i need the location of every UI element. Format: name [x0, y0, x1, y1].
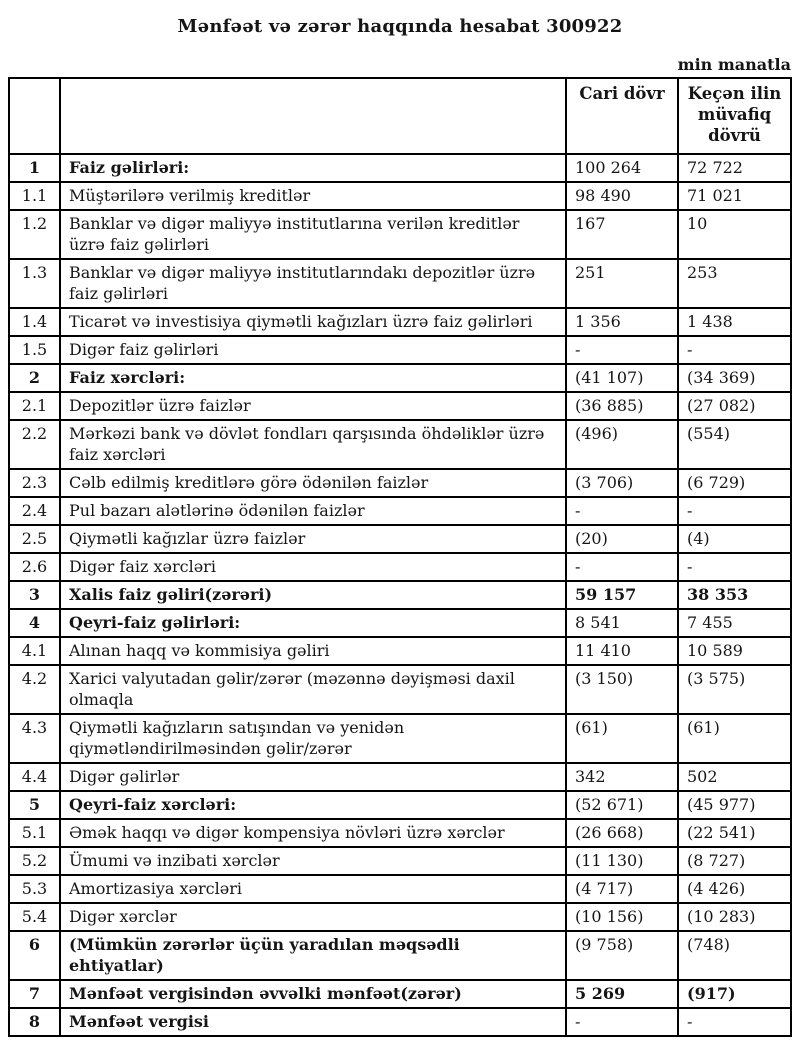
- row-previous-value: -: [678, 336, 791, 364]
- row-label: Xarici valyutadan gəlir/zərər (məzənnə dəyişməsi daxil olmaqla: [60, 665, 566, 714]
- table-row: [9, 259, 791, 308]
- table-row: [9, 420, 791, 469]
- row-number: 8: [9, 1008, 60, 1036]
- row-number: 2.4: [9, 497, 60, 525]
- row-number: 1.4: [9, 308, 60, 336]
- table-row: [9, 931, 791, 980]
- row-number: 5.3: [9, 875, 60, 903]
- row-number: 4.3: [9, 714, 60, 763]
- row-number: 2.5: [9, 525, 60, 553]
- row-current-value: 11 410: [566, 637, 678, 665]
- row-number: 2.6: [9, 553, 60, 581]
- row-label: Digər faiz xərcləri: [60, 553, 566, 581]
- table-row: [9, 308, 791, 336]
- table-row: [9, 497, 791, 525]
- row-current-value: (61): [566, 714, 678, 763]
- row-previous-value: (45 977): [678, 791, 791, 819]
- row-label: Cəlb edilmiş kreditlərə görə ödənilən faizlər: [60, 469, 566, 497]
- report-table-body: [9, 154, 791, 1036]
- table-row: [9, 364, 791, 392]
- table-row: [9, 182, 791, 210]
- row-label: Mənfəət vergisi: [60, 1008, 566, 1036]
- row-label: Digər xərclər: [60, 903, 566, 931]
- table-row: [9, 553, 791, 581]
- row-current-value: -: [566, 497, 678, 525]
- row-label: Qiymətli kağızların satışından və yenidən qiymətləndirilməsindən gəlir/zərər: [60, 714, 566, 763]
- row-label: Qiymətli kağızlar üzrə faizlər: [60, 525, 566, 553]
- row-current-value: (20): [566, 525, 678, 553]
- row-current-value: (52 671): [566, 791, 678, 819]
- header-empty-label: [60, 78, 566, 154]
- row-previous-value: (917): [678, 980, 791, 1008]
- table-row: [9, 714, 791, 763]
- table-row: [9, 791, 791, 819]
- header-previous-period: Keçən ilin müvafiq dövrü: [678, 78, 791, 154]
- row-current-value: (496): [566, 420, 678, 469]
- row-previous-value: (22 541): [678, 819, 791, 847]
- table-row: [9, 469, 791, 497]
- row-label: Ümumi və inzibati xərclər: [60, 847, 566, 875]
- row-label: Mərkəzi bank və dövlət fondları qarşısında öhdəliklər üzrə faiz xərcləri: [60, 420, 566, 469]
- table-row: [9, 980, 791, 1008]
- row-previous-value: 10: [678, 210, 791, 259]
- row-previous-value: 10 589: [678, 637, 791, 665]
- row-number: 5.1: [9, 819, 60, 847]
- row-number: 4: [9, 609, 60, 637]
- table-row: [9, 392, 791, 420]
- row-previous-value: (554): [678, 420, 791, 469]
- row-label: Digər faiz gəlirləri: [60, 336, 566, 364]
- row-previous-value: (3 575): [678, 665, 791, 714]
- row-label: Banklar və digər maliyyə institutlarına verilən kreditlər üzrə faiz gəlirləri: [60, 210, 566, 259]
- table-row: [9, 525, 791, 553]
- row-current-value: 251: [566, 259, 678, 308]
- row-current-value: (10 156): [566, 903, 678, 931]
- row-previous-value: 253: [678, 259, 791, 308]
- row-number: 4.4: [9, 763, 60, 791]
- row-number: 2: [9, 364, 60, 392]
- row-previous-value: (4 426): [678, 875, 791, 903]
- row-label: Pul bazarı alətlərinə ödənilən faizlər: [60, 497, 566, 525]
- table-row: [9, 336, 791, 364]
- table-row: [9, 637, 791, 665]
- row-number: 1.5: [9, 336, 60, 364]
- row-number: 5.2: [9, 847, 60, 875]
- table-row: [9, 875, 791, 903]
- row-label: Müştərilərə verilmiş kreditlər: [60, 182, 566, 210]
- row-current-value: 342: [566, 763, 678, 791]
- row-number: 2.2: [9, 420, 60, 469]
- profit-loss-table: [8, 77, 792, 1037]
- row-current-value: -: [566, 553, 678, 581]
- row-current-value: 1 356: [566, 308, 678, 336]
- table-row: [9, 210, 791, 259]
- row-current-value: (41 107): [566, 364, 678, 392]
- table-row: [9, 609, 791, 637]
- table-row: [9, 1008, 791, 1036]
- row-label: Ticarət və investisiya qiymətli kağızları üzrə faiz gəlirləri: [60, 308, 566, 336]
- row-number: 1.2: [9, 210, 60, 259]
- row-previous-value: 38 353: [678, 581, 791, 609]
- row-current-value: 100 264: [566, 154, 678, 182]
- row-previous-value: 1 438: [678, 308, 791, 336]
- row-number: 5: [9, 791, 60, 819]
- row-label: Mənfəət vergisindən əvvəlki mənfəət(zərər): [60, 980, 566, 1008]
- row-previous-value: (27 082): [678, 392, 791, 420]
- row-current-value: (26 668): [566, 819, 678, 847]
- row-previous-value: -: [678, 1008, 791, 1036]
- row-current-value: -: [566, 1008, 678, 1036]
- table-row: [9, 665, 791, 714]
- row-number: 3: [9, 581, 60, 609]
- row-label: Depozitlər üzrə faizlər: [60, 392, 566, 420]
- row-previous-value: (8 727): [678, 847, 791, 875]
- row-previous-value: (34 369): [678, 364, 791, 392]
- table-row: [9, 847, 791, 875]
- header-empty-number: [9, 78, 60, 154]
- row-current-value: 59 157: [566, 581, 678, 609]
- row-previous-value: -: [678, 497, 791, 525]
- row-previous-value: 502: [678, 763, 791, 791]
- row-number: 2.1: [9, 392, 60, 420]
- row-label: Banklar və digər maliyyə institutlarındakı depozitlər üzrə faiz gəlirləri: [60, 259, 566, 308]
- row-label: Faiz gəlirləri:: [60, 154, 566, 182]
- row-label: Əmək haqqı və digər kompensiya növləri üzrə xərclər: [60, 819, 566, 847]
- row-previous-value: (10 283): [678, 903, 791, 931]
- table-row: [9, 763, 791, 791]
- row-label: Faiz xərcləri:: [60, 364, 566, 392]
- row-previous-value: 7 455: [678, 609, 791, 637]
- row-label: Xalis faiz gəliri(zərəri): [60, 581, 566, 609]
- header-current-period: Cari dövr: [566, 78, 678, 154]
- row-previous-value: 72 722: [678, 154, 791, 182]
- row-previous-value: -: [678, 553, 791, 581]
- table-row: [9, 581, 791, 609]
- row-number: 1.1: [9, 182, 60, 210]
- table-row: [9, 154, 791, 182]
- row-number: 4.1: [9, 637, 60, 665]
- row-current-value: (3 150): [566, 665, 678, 714]
- row-current-value: (4 717): [566, 875, 678, 903]
- row-number: 5.4: [9, 903, 60, 931]
- row-label: Qeyri-faiz gəlirləri:: [60, 609, 566, 637]
- page-title: Mənfəət və zərər haqqında hesabat 300922: [177, 16, 623, 37]
- row-current-value: 5 269: [566, 980, 678, 1008]
- row-number: 4.2: [9, 665, 60, 714]
- row-number: 2.3: [9, 469, 60, 497]
- row-current-value: (9 758): [566, 931, 678, 980]
- row-label: Digər gəlirlər: [60, 763, 566, 791]
- row-label: (Mümkün zərərlər üçün yaradılan məqsədli ehtiyatlar): [60, 931, 566, 980]
- unit-note: min manatla: [677, 55, 791, 74]
- row-number: 7: [9, 980, 60, 1008]
- table-row: [9, 819, 791, 847]
- row-label: Alınan haqq və kommisiya gəliri: [60, 637, 566, 665]
- row-previous-value: (6 729): [678, 469, 791, 497]
- row-current-value: 8 541: [566, 609, 678, 637]
- row-previous-value: (748): [678, 931, 791, 980]
- row-previous-value: (4): [678, 525, 791, 553]
- row-previous-value: (61): [678, 714, 791, 763]
- row-label: Amortizasiya xərcləri: [60, 875, 566, 903]
- row-previous-value: 71 021: [678, 182, 791, 210]
- row-label: Qeyri-faiz xərcləri:: [60, 791, 566, 819]
- row-current-value: 98 490: [566, 182, 678, 210]
- row-number: 1: [9, 154, 60, 182]
- header-row: [9, 78, 791, 154]
- row-number: 1.3: [9, 259, 60, 308]
- row-number: 6: [9, 931, 60, 980]
- row-current-value: -: [566, 336, 678, 364]
- row-current-value: (11 130): [566, 847, 678, 875]
- row-current-value: (36 885): [566, 392, 678, 420]
- table-row: [9, 903, 791, 931]
- row-current-value: (3 706): [566, 469, 678, 497]
- row-current-value: 167: [566, 210, 678, 259]
